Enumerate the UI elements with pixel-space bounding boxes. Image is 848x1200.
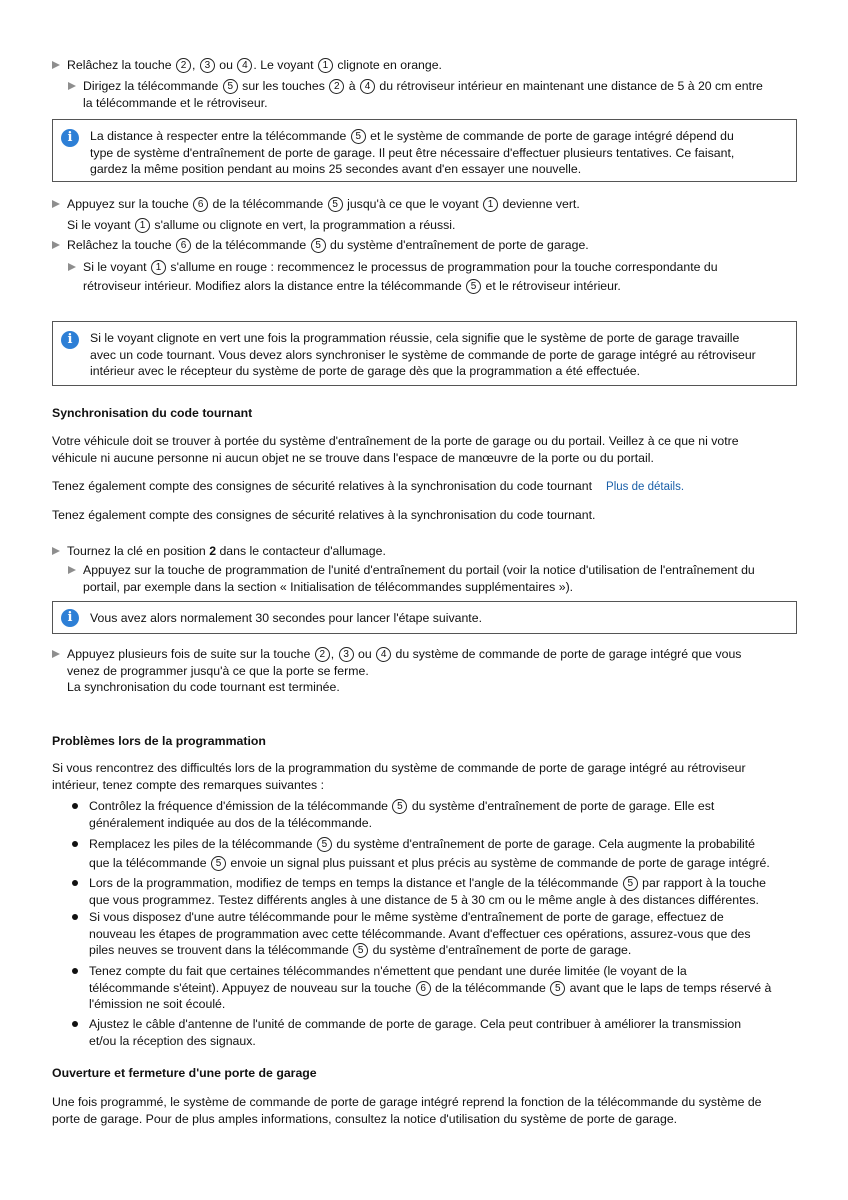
substep-red-light bbox=[68, 259, 813, 294]
bullet-line: l'émission ne soit écoulé. bbox=[89, 997, 226, 1011]
circled-5: 5 bbox=[351, 129, 366, 144]
bullet-line bbox=[89, 875, 817, 892]
key-position: 2 bbox=[209, 544, 217, 558]
info-icon: i bbox=[61, 331, 79, 349]
step-text: s'allume en rouge : recommencez le processus de programmation pour la touche correspondante du bbox=[167, 260, 718, 274]
paragraph-line: Une fois programmé, le système de commande de porte de garage intégré reprend la fonction de la télécommande du système de bbox=[52, 1095, 762, 1109]
step-text: rétroviseur intérieur. Modifiez alors la distance entre la télécommande bbox=[83, 278, 466, 293]
step-text: devienne vert. bbox=[499, 197, 580, 211]
bullet-line bbox=[89, 798, 817, 815]
bullet-text: que la télécommande bbox=[89, 855, 210, 870]
step-release-remote bbox=[52, 237, 817, 254]
step-text: ou bbox=[215, 58, 237, 72]
triangle-right-icon bbox=[52, 547, 60, 555]
info-note-rolling-code bbox=[52, 321, 797, 386]
step-text: Si le voyant bbox=[67, 217, 134, 232]
bullet-angle bbox=[72, 875, 817, 908]
step-text bbox=[83, 278, 813, 295]
info-note-distance bbox=[52, 119, 797, 182]
step-release-keys bbox=[52, 57, 817, 74]
note-line: intérieur avec le récepteur du système de porte de garage dès que la programmation a été effectuée. bbox=[90, 364, 641, 378]
step-text: La synchronisation du code tournant est terminée. bbox=[67, 680, 340, 694]
note-line: gardez la même position pendant au moins 25 secondes avant d'en essayer une nouvelle. bbox=[90, 162, 582, 176]
circled-5: 5 bbox=[550, 981, 565, 996]
circled-2: 2 bbox=[329, 79, 344, 94]
circled-5: 5 bbox=[623, 876, 638, 891]
bullet-line bbox=[89, 836, 817, 853]
step-text: Si le voyant bbox=[83, 260, 150, 274]
circled-1: 1 bbox=[151, 260, 166, 275]
triangle-right-icon bbox=[52, 200, 60, 208]
step-text: du système de commande de porte de garage intégré que vous bbox=[392, 647, 742, 661]
step-text: , bbox=[330, 647, 338, 661]
bullet-line: Tenez compte du fait que certaines télécommandes n'émettent que pendant une durée limitée (le voyant de la bbox=[89, 964, 687, 978]
bullet-batteries bbox=[72, 836, 817, 871]
triangle-right-icon bbox=[52, 61, 60, 69]
step-text: de la télécommande bbox=[192, 238, 310, 252]
circled-6: 6 bbox=[176, 238, 191, 253]
paragraph-line: porte de garage. Pour de plus amples informations, consultez la notice d'utilisation du système de porte de garage. bbox=[52, 1111, 678, 1126]
note-line bbox=[90, 128, 782, 145]
bullet-text: piles neuves se trouvent dans la télécommande bbox=[89, 943, 353, 957]
circled-2: 2 bbox=[176, 58, 191, 73]
bullet-dot bbox=[72, 1021, 78, 1027]
note-text: et le système de commande de porte de garage intégré dépend du bbox=[366, 129, 734, 143]
bullet-text: Contrôlez la fréquence d'émission de la télécommande bbox=[89, 799, 392, 813]
step-text bbox=[67, 217, 817, 234]
bullet-line: nouveau les étapes de programmation avec cette télécommande. Avant d'effectuer ces opérations, assurez-vous que des bbox=[89, 926, 751, 941]
triangle-right-icon bbox=[68, 263, 76, 271]
bullet-dot bbox=[72, 880, 78, 886]
info-icon: i bbox=[61, 609, 79, 627]
step-text: du rétroviseur intérieur en maintenant une distance de 5 à 20 cm entre bbox=[375, 79, 763, 93]
triangle-right-icon bbox=[68, 82, 76, 90]
bullet-limited-duration bbox=[72, 963, 817, 1013]
circled-5: 5 bbox=[317, 837, 332, 852]
bullet-line: généralement indiquée au dos de la télécommande. bbox=[89, 815, 373, 830]
circled-5: 5 bbox=[466, 279, 481, 294]
step-text: la télécommande et le rétroviseur. bbox=[83, 95, 268, 110]
step-text: du système d'entraînement de porte de garage. bbox=[326, 238, 589, 252]
circled-1: 1 bbox=[483, 197, 498, 212]
circled-5: 5 bbox=[392, 799, 407, 814]
bullet-dot bbox=[72, 841, 78, 847]
step-text: à bbox=[345, 79, 359, 93]
step-press-repeatedly bbox=[52, 646, 817, 696]
sync-paragraph-1 bbox=[52, 433, 797, 466]
bullet-antenna bbox=[72, 1016, 817, 1049]
paragraph-text: Tenez également compte des consignes de sécurité relatives à la synchronisation du code tournant bbox=[52, 479, 593, 493]
step-text: et le rétroviseur intérieur. bbox=[482, 278, 621, 293]
step-text: clignote en orange. bbox=[333, 58, 442, 72]
bullet-text: de la télécommande bbox=[431, 980, 550, 995]
sync-paragraph-3: Tenez également compte des consignes de sécurité relatives à la synchronisation du code tournant. bbox=[52, 508, 596, 522]
circled-4: 4 bbox=[360, 79, 375, 94]
bullet-text: télécommande s'éteint). Appuyez de nouveau sur la touche bbox=[89, 980, 415, 995]
circled-6: 6 bbox=[416, 981, 431, 996]
step-text: portail, par exemple dans la section « Initialisation de télécommandes supplémentaires »). bbox=[83, 579, 574, 594]
bullet-frequency bbox=[72, 798, 817, 831]
step-press-remote bbox=[52, 196, 817, 233]
step-text: . Le voyant bbox=[253, 58, 317, 72]
bullet-line bbox=[89, 855, 817, 872]
sync-paragraph-2 bbox=[52, 478, 797, 496]
bullet-line: et/ou la réception des signaux. bbox=[89, 1033, 256, 1048]
section-title-sync: Synchronisation du code tournant bbox=[52, 406, 253, 420]
step-turn-key bbox=[52, 543, 817, 560]
step-text: Appuyez plusieurs fois de suite sur la touche bbox=[67, 647, 314, 661]
info-icon: i bbox=[61, 129, 79, 147]
note-line: type de système d'entraînement de porte de garage. Il peut être nécessaire d'effectuer plusieurs tentatives. Ce faisant, bbox=[90, 145, 735, 160]
bullet-dot bbox=[72, 914, 78, 920]
note-text: La distance à respecter entre la télécommande bbox=[90, 129, 350, 143]
circled-5: 5 bbox=[353, 943, 368, 958]
circled-4: 4 bbox=[237, 58, 252, 73]
step-text: s'allume ou clignote en vert, la programmation a réussi. bbox=[151, 217, 456, 232]
step-text: venez de programmer jusqu'à ce que la porte se ferme. bbox=[67, 663, 369, 678]
paragraph-line: véhicule ni aucune personne ni aucun objet ne se trouve dans l'espace de manœuvre de la porte ou du portail. bbox=[52, 450, 654, 465]
circled-1: 1 bbox=[135, 218, 150, 233]
step-text: ou bbox=[354, 647, 376, 661]
bullet-other-remote bbox=[72, 909, 817, 959]
circled-3: 3 bbox=[339, 647, 354, 662]
bullet-text: envoie un signal plus puissant et plus précis au système de commande de porte de garage intégré. bbox=[227, 855, 770, 870]
circled-4: 4 bbox=[376, 647, 391, 662]
triangle-right-icon bbox=[52, 241, 60, 249]
problems-intro bbox=[52, 760, 797, 793]
step-text: Tournez la clé en position bbox=[67, 544, 210, 558]
step-text: Relâchez la touche bbox=[67, 58, 176, 72]
section-title-open-close: Ouverture et fermeture d'une porte de garage bbox=[52, 1066, 317, 1080]
note-line: avec un code tournant. Vous devez alors synchroniser le système de commande de porte de garage intégré au rétroviseur bbox=[90, 347, 756, 362]
step-text: Appuyez sur la touche de programmation de l'unité d'entraînement du portail (voir la notice d'utilisation de l'entraînement du bbox=[83, 563, 755, 577]
bullet-text: du système d'entraînement de porte de garage. Cela augmente la probabilité bbox=[332, 837, 756, 851]
circled-5: 5 bbox=[328, 197, 343, 212]
bullet-line: que vous programmez. Testez différents angles à une distance de 5 à 30 cm ou le même angle à des distances différentes. bbox=[89, 892, 759, 907]
bullet-text: du système d'entraînement de porte de garage. bbox=[369, 943, 632, 957]
step-text: Relâchez la touche bbox=[67, 238, 176, 252]
bullet-line: Ajustez le câble d'antenne de l'unité de commande de porte de garage. Cela peut contribuer à améliorer la transmission bbox=[89, 1017, 742, 1031]
substep-press-program-key bbox=[68, 562, 813, 595]
step-text: Dirigez la télécommande bbox=[83, 79, 222, 93]
step-text: , bbox=[192, 58, 199, 72]
bullet-text: avant que le laps de temps réservé à bbox=[566, 980, 772, 995]
step-text: sur les touches bbox=[238, 79, 329, 93]
circled-3: 3 bbox=[200, 58, 215, 73]
paragraph-line: Votre véhicule doit se trouver à portée du système d'entraînement de la porte de garage ou du portail. Veillez à ce que ni votre bbox=[52, 434, 739, 448]
bullet-line: Si vous disposez d'une autre télécommande pour le même système d'entraînement de porte de garage, effectuez de bbox=[89, 910, 724, 924]
triangle-right-icon bbox=[68, 566, 76, 574]
step-text: jusqu'à ce que le voyant bbox=[343, 197, 483, 211]
circled-1: 1 bbox=[318, 58, 333, 73]
triangle-right-icon bbox=[52, 650, 60, 658]
bullet-text: du système d'entraînement de porte de garage. Elle est bbox=[408, 799, 715, 813]
more-details-link[interactable]: Plus de détails. bbox=[606, 481, 685, 493]
paragraph-line: intérieur, tenez compte des remarques suivantes : bbox=[52, 777, 325, 792]
step-text: de la télécommande bbox=[209, 197, 327, 211]
circled-5: 5 bbox=[211, 856, 226, 871]
circled-5: 5 bbox=[223, 79, 238, 94]
bullet-line bbox=[89, 980, 817, 997]
bullet-text: Remplacez les piles de la télécommande bbox=[89, 837, 316, 851]
bullet-dot bbox=[72, 803, 78, 809]
step-text: dans le contacteur d'allumage. bbox=[216, 544, 386, 558]
bullet-text: par rapport à la touche bbox=[638, 876, 766, 890]
bullet-line bbox=[89, 942, 817, 959]
bullet-text: Lors de la programmation, modifiez de temps en temps la distance et l'angle de la télécommande bbox=[89, 876, 622, 890]
open-close-paragraph bbox=[52, 1094, 797, 1127]
circled-2: 2 bbox=[315, 647, 330, 662]
info-note-30-seconds bbox=[52, 601, 797, 634]
section-title-problems: Problèmes lors de la programmation bbox=[52, 734, 266, 748]
bullet-dot bbox=[72, 968, 78, 974]
note-line: Si le voyant clignote en vert une fois la programmation réussie, cela signifie que le système de porte de garage travaille bbox=[90, 331, 740, 345]
paragraph-line: Si vous rencontrez des difficultés lors de la programmation du système de commande de porte de garage intégré au rétroviseur bbox=[52, 761, 746, 775]
substep-aim-remote bbox=[68, 78, 813, 111]
circled-6: 6 bbox=[193, 197, 208, 212]
step-text: Appuyez sur la touche bbox=[67, 197, 193, 211]
note-line: Vous avez alors normalement 30 secondes pour lancer l'étape suivante. bbox=[90, 611, 482, 625]
circled-5: 5 bbox=[311, 238, 326, 253]
